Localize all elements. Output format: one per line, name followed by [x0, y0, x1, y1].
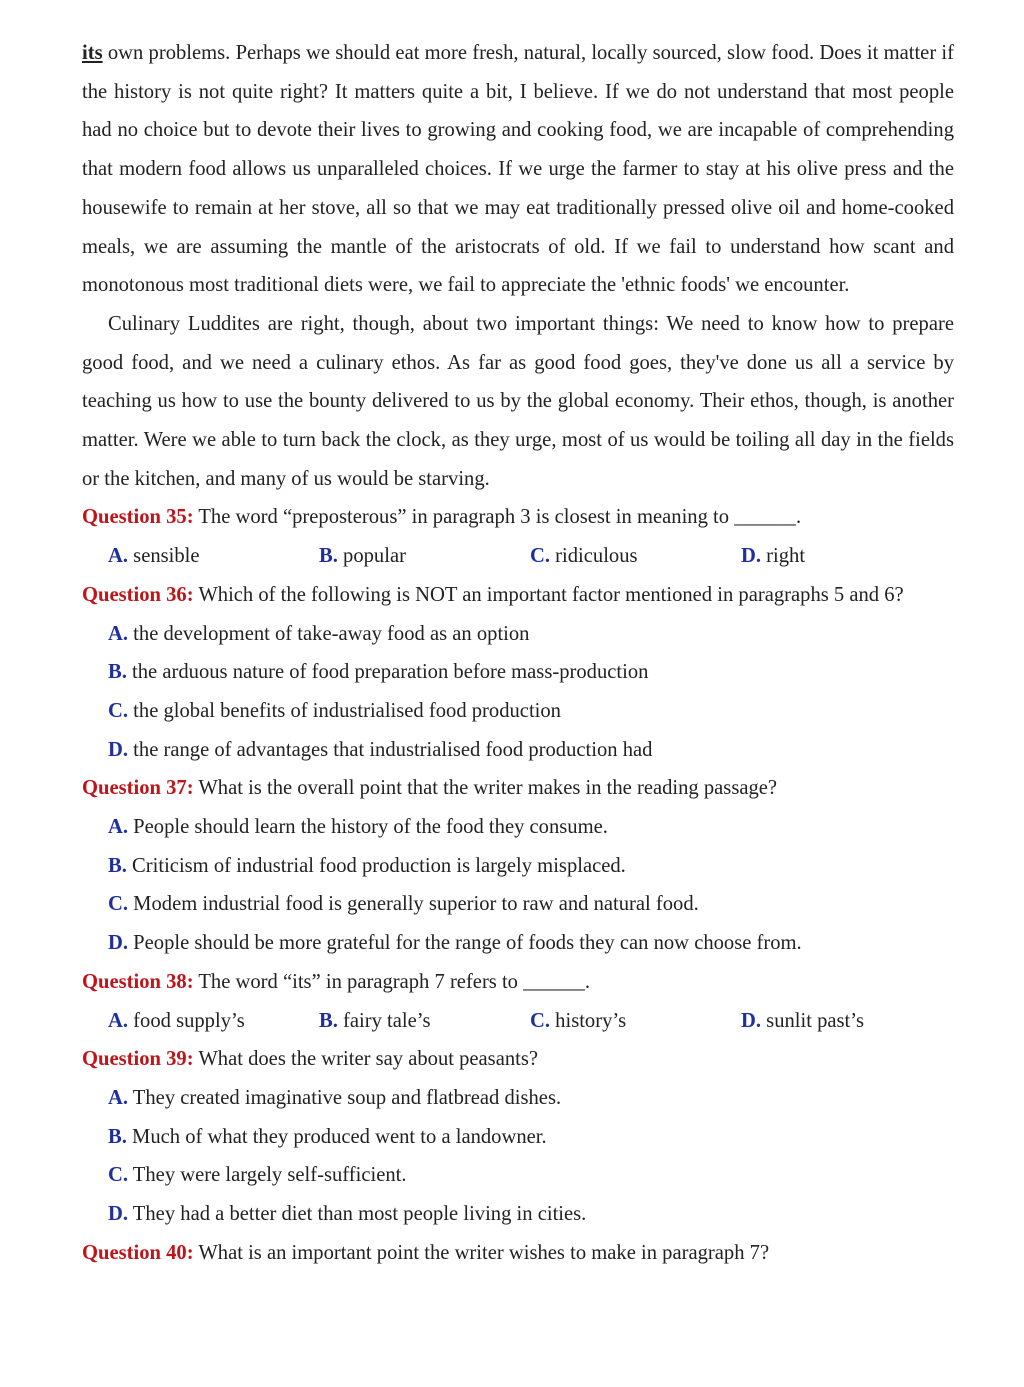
option-a: A. food supply’s	[108, 1009, 245, 1032]
option-a: A. People should learn the history of the food they consume.	[108, 816, 608, 839]
option-a: A. They created imaginative soup and flatbread dishes.	[108, 1086, 562, 1109]
question-40	[82, 1234, 954, 1273]
underlined-word: its	[82, 42, 103, 64]
question-text: What is the overall point that the writer makes in the reading passage?	[193, 777, 778, 800]
question-label: Question 35:	[82, 506, 194, 529]
question-39	[82, 1040, 954, 1079]
question-label: Question 38:	[82, 970, 194, 993]
question-37	[82, 769, 954, 808]
option-d: D. sunlit past’s	[741, 1009, 865, 1032]
option-c: C. the global benefits of industrialised food production	[108, 699, 561, 722]
document-page	[82, 34, 954, 1273]
option-b: B. fairy tale’s	[319, 1009, 431, 1032]
option-b: B. the arduous nature of food preparation before mass-production	[108, 661, 649, 684]
passage-paragraph	[82, 34, 954, 305]
option-b: B. Much of what they produced went to a landowner.	[108, 1125, 547, 1148]
option-d: D. People should be more grateful for the range of foods they can now choose from.	[108, 932, 802, 955]
question-38	[82, 963, 954, 1002]
question-label: Question 36:	[82, 583, 194, 606]
option-d: D. They had a better diet than most people living in cities.	[108, 1203, 587, 1226]
option-c: C. history’s	[530, 1009, 627, 1032]
option-a: A. the development of take-away food as an option	[108, 622, 530, 645]
question-text: What is an important point the writer wishes to make in paragraph 7?	[193, 1241, 770, 1264]
question-35	[82, 498, 954, 537]
question-label: Question 39:	[82, 1048, 194, 1071]
option-d: D. the range of advantages that industrialised food production had	[108, 738, 653, 761]
question-35-options	[82, 537, 954, 576]
option-b: B. Criticism of industrial food production is largely misplaced.	[108, 854, 626, 877]
question-text: The word “preposterous” in paragraph 3 is closest in meaning to ______.	[193, 506, 802, 529]
paragraph-text: own problems. Perhaps we should eat more fresh, natural, locally sourced, slow food. Does it matter if the history is not quite right? It matters quite a bit, I believe. If we do not understand that most people had no choice but to devote their lives to growing and cooking food, we are incapable of comprehending that modern food allows us unparalleled choices. If we urge the farmer to stay at his olive press and the housewife to remain at her stove, all so that we may eat traditionally pressed olive oil and home-cooked meals, we are assuming the mantle of the aristocrats of old. If we fail to understand how scant and monotonous most traditional diets were, we fail to appreciate the 'ethnic foods' we encounter.	[82, 42, 954, 297]
question-36	[82, 576, 954, 615]
question-text: What does the writer say about peasants?	[193, 1048, 539, 1071]
question-38-options	[82, 1002, 954, 1041]
question-text: Which of the following is NOT an important factor mentioned in paragraphs 5 and 6?	[193, 583, 904, 606]
question-label: Question 37:	[82, 777, 194, 800]
option-b: B. popular	[319, 545, 406, 568]
option-a: A. sensible	[108, 545, 200, 568]
passage-paragraph: Culinary Luddites are right, though, about two important things: We need to know how to prepare good food, and we need a culinary ethos. As far as good food goes, they've done us all a service by teaching us how to use the bounty delivered to us by the global economy. Their ethos, though, is another matter. Were we able to turn back the clock, as they urge, most of us would be toiling all day in the fields or the kitchen, and many of us would be starving.	[82, 312, 954, 490]
option-c: C. They were largely self-sufficient.	[108, 1164, 407, 1187]
option-c: C. Modem industrial food is generally superior to raw and natural food.	[108, 893, 699, 916]
option-d: D. right	[741, 545, 806, 568]
option-c: C. ridiculous	[530, 545, 638, 568]
question-text: The word “its” in paragraph 7 refers to ______.	[193, 970, 591, 993]
question-label: Question 40:	[82, 1241, 194, 1264]
